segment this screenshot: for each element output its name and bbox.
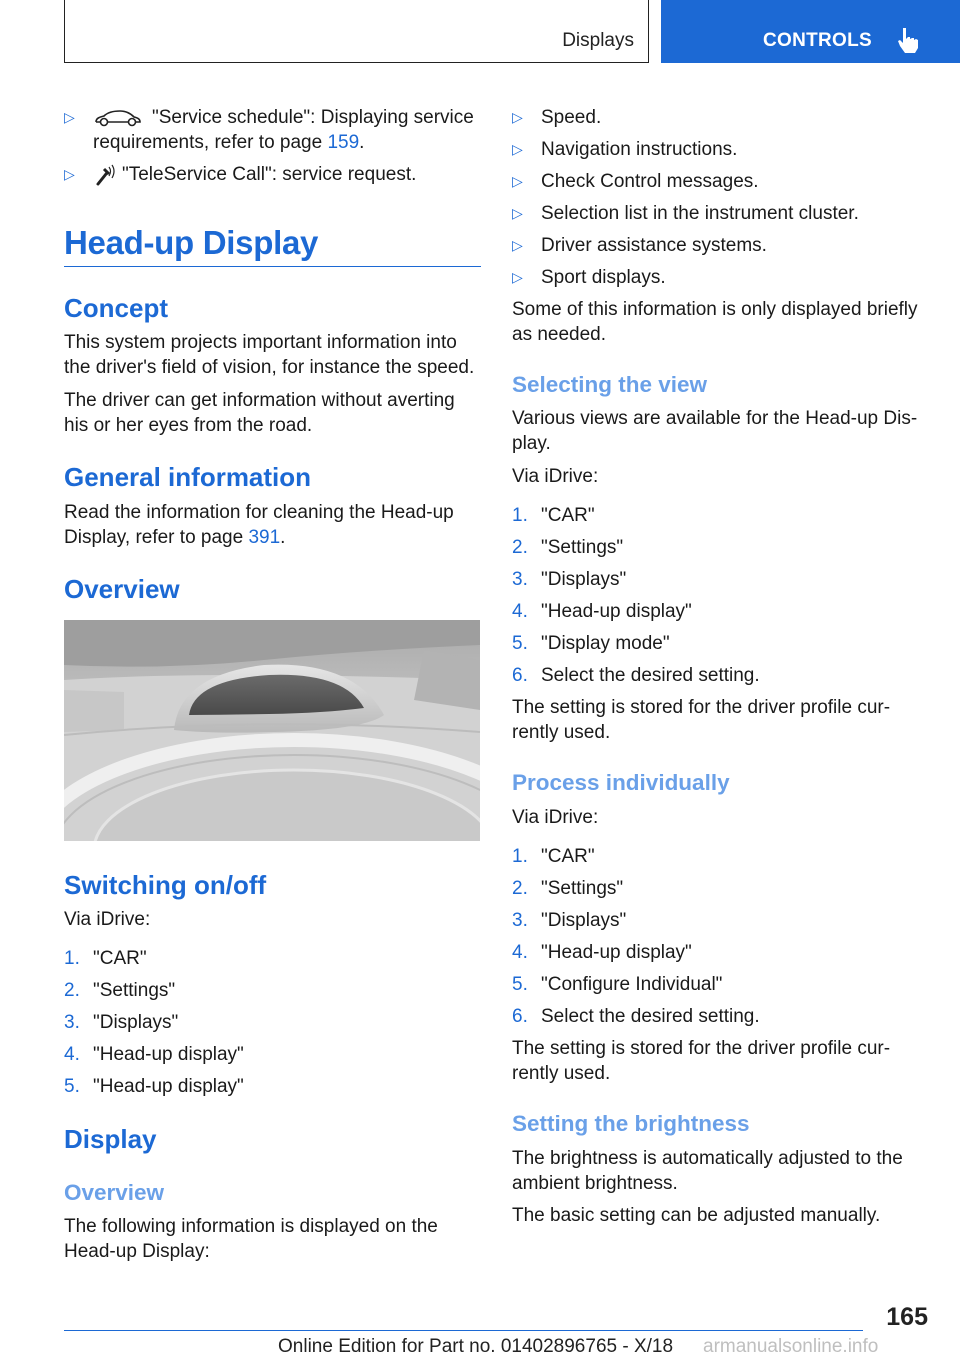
step-number: 2. bbox=[512, 537, 528, 558]
heading-switching-on-off: Switching on/off bbox=[64, 870, 267, 900]
step-number: 6. bbox=[512, 1006, 528, 1027]
bullet-triangle-icon: ▷ bbox=[512, 109, 523, 125]
step-number: 4. bbox=[512, 601, 528, 622]
footer-rule bbox=[64, 1330, 863, 1331]
step-number: 2. bbox=[64, 980, 80, 1001]
footer-edition: Online Edition for Part no. 01402896765 - X/18 bbox=[278, 1336, 674, 1357]
step-number: 1. bbox=[512, 846, 528, 867]
step-number: 5. bbox=[512, 633, 528, 654]
paragraph-text: Display, refer to page bbox=[64, 527, 249, 548]
pointing-hand-icon bbox=[895, 26, 921, 54]
page-link-159[interactable]: 159 bbox=[327, 132, 360, 153]
step-text: "Settings" bbox=[93, 980, 176, 1001]
title-rule bbox=[64, 266, 481, 267]
step-number: 3. bbox=[512, 910, 528, 931]
paragraph: rently used. bbox=[512, 1063, 611, 1084]
paragraph: Via iDrive: bbox=[512, 466, 599, 487]
paragraph: The brightness is automatically adjusted to the bbox=[512, 1148, 903, 1169]
step-text: "Configure Individual" bbox=[541, 974, 723, 995]
step-text: "Display mode" bbox=[541, 633, 670, 654]
list-item-text: Selection list in the instrument cluster. bbox=[541, 203, 859, 224]
paragraph: This system projects important information into bbox=[64, 332, 457, 353]
paragraph: as needed. bbox=[512, 324, 607, 345]
paragraph: The setting is stored for the driver profile cur- bbox=[512, 697, 891, 718]
step-text: Select the desired setting. bbox=[541, 665, 760, 686]
list-item-text: Navigation instructions. bbox=[541, 139, 738, 160]
step-number: 4. bbox=[512, 942, 528, 963]
list-item-text: Check Control messages. bbox=[541, 171, 759, 192]
step-number: 1. bbox=[512, 505, 528, 526]
step-text: "Settings" bbox=[541, 878, 624, 899]
step-text: "Displays" bbox=[541, 910, 627, 931]
bullet-triangle-icon: ▷ bbox=[64, 109, 75, 125]
step-text: "Displays" bbox=[93, 1012, 179, 1033]
paragraph: play. bbox=[512, 433, 551, 454]
paragraph: Head-up Display: bbox=[64, 1241, 210, 1262]
heading-display-overview: Overview bbox=[64, 1180, 165, 1205]
step-number: 2. bbox=[512, 878, 528, 899]
heading-process-individually: Process individually bbox=[512, 770, 730, 795]
step-number: 4. bbox=[64, 1044, 80, 1065]
heading-concept: Concept bbox=[64, 293, 168, 323]
step-text: "Head-up display" bbox=[541, 601, 692, 622]
step-number: 1. bbox=[64, 948, 80, 969]
heading-selecting-the-view: Selecting the view bbox=[512, 372, 708, 397]
paragraph: his or her eyes from the road. bbox=[64, 415, 313, 436]
step-text: "Head-up display" bbox=[93, 1044, 244, 1065]
step-text: Select the desired setting. bbox=[541, 1006, 760, 1027]
step-number: 5. bbox=[512, 974, 528, 995]
wrench-icon bbox=[94, 163, 116, 187]
step-text: "CAR" bbox=[541, 505, 595, 526]
bullet-triangle-icon: ▷ bbox=[512, 237, 523, 253]
bullet-triangle-icon: ▷ bbox=[512, 269, 523, 285]
bullet-triangle-icon: ▷ bbox=[512, 205, 523, 221]
page-number: 165 bbox=[886, 1303, 928, 1331]
paragraph: Via iDrive: bbox=[64, 909, 151, 930]
page-title: Head-up Display bbox=[64, 224, 319, 261]
bullet-triangle-icon: ▷ bbox=[512, 141, 523, 157]
header-section-title: Displays bbox=[562, 30, 634, 51]
watermark: armanualsonline.info bbox=[703, 1336, 879, 1357]
paragraph: the driver's field of vision, for instance the speed. bbox=[64, 357, 475, 378]
paragraph bbox=[64, 525, 285, 551]
bullet-triangle-icon: ▷ bbox=[512, 173, 523, 189]
step-number: 5. bbox=[64, 1076, 80, 1097]
heading-setting-the-brightness: Setting the brightness bbox=[512, 1111, 750, 1136]
step-text: "Settings" bbox=[541, 537, 624, 558]
header-section-box bbox=[64, 0, 649, 63]
heading-overview: Overview bbox=[64, 574, 180, 604]
step-text: "CAR" bbox=[541, 846, 595, 867]
step-text: "CAR" bbox=[93, 948, 147, 969]
header-chapter-title: CONTROLS bbox=[763, 30, 873, 51]
step-number: 3. bbox=[512, 569, 528, 590]
car-icon bbox=[94, 109, 142, 127]
header-chapter-tab[interactable] bbox=[661, 0, 960, 63]
paragraph: The basic setting can be adjusted manually. bbox=[512, 1205, 881, 1226]
step-text: "Head-up display" bbox=[93, 1076, 244, 1097]
period: . bbox=[280, 527, 286, 548]
paragraph: The following information is displayed on the bbox=[64, 1216, 438, 1237]
paragraph: Read the information for cleaning the Head-up bbox=[64, 502, 454, 523]
paragraph: Via iDrive: bbox=[512, 807, 599, 828]
list-item-text: Driver assistance systems. bbox=[541, 235, 767, 256]
step-number: 6. bbox=[512, 665, 528, 686]
paragraph: Some of this information is only displayed briefly bbox=[512, 299, 918, 320]
paragraph: The driver can get information without averting bbox=[64, 390, 455, 411]
period: . bbox=[359, 132, 365, 153]
heading-display: Display bbox=[64, 1124, 157, 1154]
paragraph: rently used. bbox=[512, 722, 611, 743]
step-number: 3. bbox=[64, 1012, 80, 1033]
head-up-display-photo bbox=[64, 620, 480, 841]
step-text: "Displays" bbox=[541, 569, 627, 590]
paragraph: Various views are available for the Head-up Dis- bbox=[512, 408, 918, 429]
page-link-391[interactable]: 391 bbox=[248, 527, 281, 548]
step-text: "Head-up display" bbox=[541, 942, 692, 963]
list-item-text: Sport displays. bbox=[541, 267, 666, 288]
bullet-triangle-icon: ▷ bbox=[64, 166, 75, 182]
paragraph: The setting is stored for the driver profile cur- bbox=[512, 1038, 891, 1059]
heading-general-information: General information bbox=[64, 462, 312, 492]
list-item-text: Speed. bbox=[541, 107, 602, 128]
bullet-continuation bbox=[93, 130, 364, 156]
paragraph: ambient brightness. bbox=[512, 1173, 678, 1194]
bullet-text: requirements, refer to page bbox=[93, 132, 328, 153]
